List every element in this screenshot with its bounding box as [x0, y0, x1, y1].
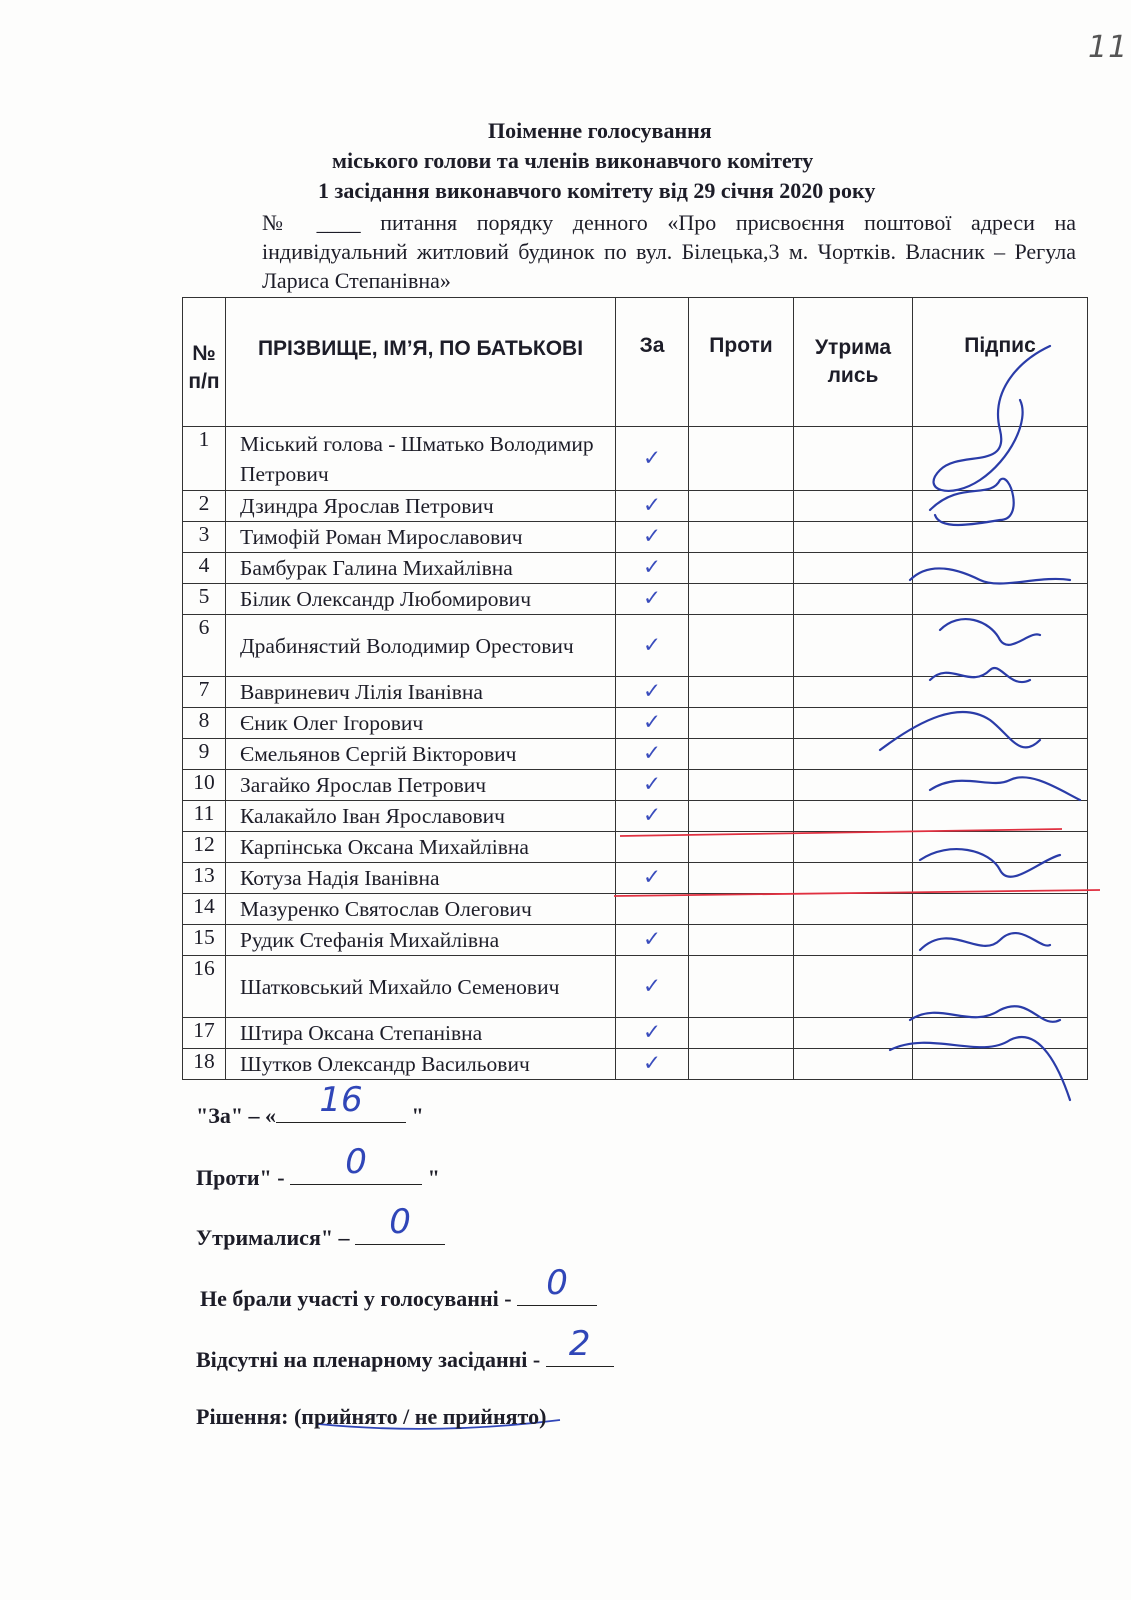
total-not-participated-label: Не брали участі у голосуванні - [200, 1286, 518, 1311]
total-for-value: 16 [319, 1080, 363, 1120]
row-number: 8 [183, 708, 226, 739]
vote-abstain-cell [794, 801, 913, 832]
vote-abstain-cell [794, 894, 913, 925]
signature-cell [913, 553, 1088, 584]
vote-for-mark [616, 894, 689, 925]
table-row [183, 925, 1088, 956]
vote-for-mark: ✓ [616, 677, 689, 708]
member-name: Ємельянов Сергій Вікторович [226, 739, 616, 770]
table-row [183, 427, 1088, 491]
table-header-row [183, 298, 1088, 427]
vote-for-mark: ✓ [616, 708, 689, 739]
voting-table [182, 297, 1088, 1080]
header-name: ПРІЗВИЩЕ, ІМ’Я, ПО БАТЬКОВІ [226, 298, 616, 427]
total-against [196, 1142, 440, 1191]
vote-abstain-cell [794, 522, 913, 553]
table-row [183, 894, 1088, 925]
title-line-3: 1 засідання виконавчого комітету від 29 січня 2020 року [318, 178, 876, 203]
row-number: 17 [183, 1018, 226, 1049]
vote-for-mark: ✓ [616, 522, 689, 553]
vote-for-mark: ✓ [616, 1018, 689, 1049]
signature-cell [913, 522, 1088, 553]
total-against-label: Проти" - [196, 1165, 291, 1190]
row-number: 7 [183, 677, 226, 708]
vote-for-mark: ✓ [616, 615, 689, 677]
row-number: 13 [183, 863, 226, 894]
table-row [183, 1018, 1088, 1049]
row-number: 10 [183, 770, 226, 801]
header-abstain: Утрима лись [794, 298, 913, 427]
header-num: № п/п [183, 298, 226, 427]
vote-for-mark: ✓ [616, 1049, 689, 1080]
agenda-question: № ____ питання порядку денного «Про присвоєння поштової адреси на індивідуальний житловий будинок по вул. Білецька,3 м. Чортків. Власник – Регула Лариса Степанівна» [262, 210, 1076, 293]
signature-cell [913, 708, 1088, 739]
row-number: 1 [183, 427, 226, 491]
member-name: Бамбурак Галина Михайлівна [226, 553, 616, 584]
row-number: 5 [183, 584, 226, 615]
decision-rest: / не прийнято) [397, 1404, 547, 1429]
vote-for-mark: ✓ [616, 801, 689, 832]
member-name: Шутков Олександр Васильович [226, 1049, 616, 1080]
total-abstain [196, 1202, 445, 1251]
signature-cell [913, 584, 1088, 615]
member-name: Штира Оксана Степанівна [226, 1018, 616, 1049]
table-row [183, 677, 1088, 708]
signature-cell [913, 956, 1088, 1018]
vote-abstain-cell [794, 1018, 913, 1049]
table-row [183, 739, 1088, 770]
vote-against-cell [689, 894, 794, 925]
decision-label: Рішення: ( [196, 1404, 302, 1429]
row-number: 3 [183, 522, 226, 553]
row-number: 16 [183, 956, 226, 1018]
total-abstain-value: 0 [389, 1202, 411, 1242]
vote-abstain-cell [794, 677, 913, 708]
table-row [183, 491, 1088, 522]
signature-cell [913, 863, 1088, 894]
signature-cell [913, 894, 1088, 925]
row-number: 15 [183, 925, 226, 956]
total-for-label: "За" – « [196, 1103, 277, 1128]
vote-for-mark: ✓ [616, 491, 689, 522]
vote-against-cell [689, 832, 794, 863]
total-not-participated-value: 0 [546, 1263, 568, 1303]
vote-abstain-cell [794, 553, 913, 584]
row-number: 6 [183, 615, 226, 677]
table-row [183, 522, 1088, 553]
table-row [183, 801, 1088, 832]
signature-cell [913, 677, 1088, 708]
table-row [183, 956, 1088, 1018]
header-for: За [616, 298, 689, 427]
signature-cell [913, 491, 1088, 522]
decision-adopted: прийнято [301, 1404, 398, 1429]
vote-for-mark: ✓ [616, 770, 689, 801]
member-name: Карпінська Оксана Михайлівна [226, 832, 616, 863]
vote-abstain-cell [794, 708, 913, 739]
header-signature: Підпис [913, 298, 1088, 427]
vote-abstain-cell [794, 739, 913, 770]
member-name: Мазуренко Святослав Олегович [226, 894, 616, 925]
vote-against-cell [689, 863, 794, 894]
vote-abstain-cell [794, 491, 913, 522]
member-name: Рудик Стефанія Михайлівна [226, 925, 616, 956]
decision [196, 1404, 546, 1430]
row-number: 12 [183, 832, 226, 863]
table-row [183, 615, 1088, 677]
total-absent-value: 2 [568, 1324, 591, 1364]
vote-for-mark: ✓ [616, 739, 689, 770]
vote-for-mark: ✓ [616, 427, 689, 491]
member-name: Тимофій Роман Мирославович [226, 522, 616, 553]
page-number: 11 [1088, 30, 1129, 65]
signature-cell [913, 1018, 1088, 1049]
vote-for-mark: ✓ [616, 925, 689, 956]
signature-cell [913, 427, 1088, 491]
signature-cell [913, 801, 1088, 832]
signature-cell [913, 832, 1088, 863]
vote-against-cell [689, 491, 794, 522]
vote-against-cell [689, 584, 794, 615]
total-abstain-label: Утрималися" – [196, 1225, 356, 1250]
total-against-value: 0 [345, 1142, 367, 1182]
vote-against-cell [689, 1018, 794, 1049]
signature-cell [913, 739, 1088, 770]
vote-against-cell [689, 801, 794, 832]
vote-against-cell [689, 925, 794, 956]
signature-cell [913, 615, 1088, 677]
signature-cell [913, 1049, 1088, 1080]
vote-against-cell [689, 956, 794, 1018]
member-name: Вавриневич Лілія Іванівна [226, 677, 616, 708]
total-for-end: " [406, 1103, 424, 1128]
member-name: Котуза Надія Іванівна [226, 863, 616, 894]
table-row [183, 863, 1088, 894]
member-name: Загайко Ярослав Петрович [226, 770, 616, 801]
vote-abstain-cell [794, 925, 913, 956]
table-row [183, 584, 1088, 615]
table-row [183, 770, 1088, 801]
vote-for-mark: ✓ [616, 584, 689, 615]
table-row [183, 832, 1088, 863]
row-number: 4 [183, 553, 226, 584]
vote-for-mark: ✓ [616, 553, 689, 584]
vote-against-cell [689, 427, 794, 491]
row-number: 11 [183, 801, 226, 832]
table-row [183, 553, 1088, 584]
vote-against-cell [689, 615, 794, 677]
member-name: Калакайло Іван Ярославович [226, 801, 616, 832]
vote-abstain-cell [794, 863, 913, 894]
member-name: Шатковський Михайло Семенович [226, 956, 616, 1018]
member-name: Міський голова - Шматько Володимир Петрович [226, 427, 616, 491]
vote-abstain-cell [794, 832, 913, 863]
signature-cell [913, 770, 1088, 801]
table-row [183, 708, 1088, 739]
title-line-2: міського голови та членів виконавчого комітету [332, 148, 814, 173]
vote-abstain-cell [794, 427, 913, 491]
vote-abstain-cell [794, 615, 913, 677]
title-line-1: Поіменне голосування [488, 118, 712, 143]
member-name: Єник Олег Ігорович [226, 708, 616, 739]
vote-for-mark: ✓ [616, 956, 689, 1018]
vote-abstain-cell [794, 770, 913, 801]
total-for [196, 1080, 424, 1129]
vote-against-cell [689, 739, 794, 770]
vote-against-cell [689, 770, 794, 801]
row-number: 2 [183, 491, 226, 522]
table-row [183, 1049, 1088, 1080]
total-not-participated [200, 1263, 597, 1312]
row-number: 18 [183, 1049, 226, 1080]
member-name: Білик Олександр Любомирович [226, 584, 616, 615]
member-name: Драбинястий Володимир Орестович [226, 615, 616, 677]
member-name: Дзиндра Ярослав Петрович [226, 491, 616, 522]
header-against: Проти [689, 298, 794, 427]
total-absent-label: Відсутні на пленарному засіданні - [196, 1347, 546, 1372]
total-against-end: " [422, 1165, 440, 1190]
table-body [183, 427, 1088, 1080]
vote-abstain-cell [794, 1049, 913, 1080]
vote-against-cell [689, 553, 794, 584]
vote-against-cell [689, 708, 794, 739]
vote-for-mark [616, 832, 689, 863]
vote-abstain-cell [794, 584, 913, 615]
vote-abstain-cell [794, 956, 913, 1018]
vote-for-mark: ✓ [616, 863, 689, 894]
signature-cell [913, 925, 1088, 956]
total-absent [196, 1324, 614, 1373]
vote-against-cell [689, 522, 794, 553]
vote-against-cell [689, 1049, 794, 1080]
row-number: 14 [183, 894, 226, 925]
row-number: 9 [183, 739, 226, 770]
vote-against-cell [689, 677, 794, 708]
